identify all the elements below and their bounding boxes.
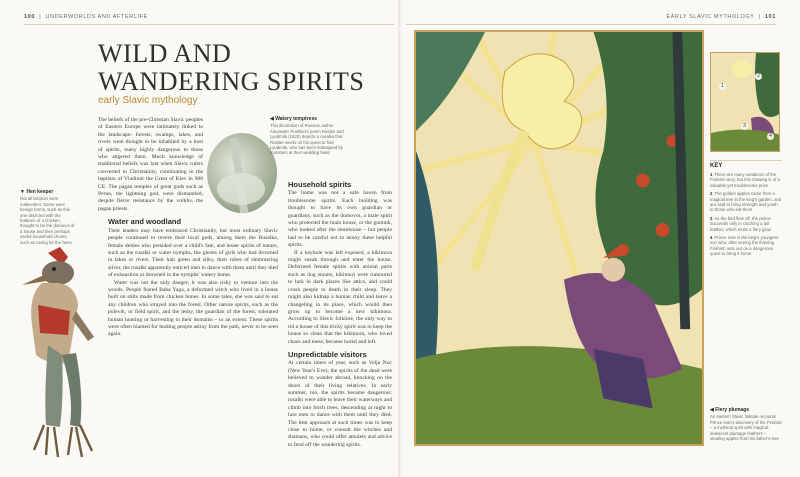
key-item: 1 There are many variations of the Firebird story, but this drawing is of a valuable yet troublesome prize <box>710 172 780 188</box>
caption-title: ◀ Watery temptress <box>270 116 318 122</box>
section-title-right: EARLY SLAVIC MYTHOLOGY <box>666 14 755 20</box>
heading-household-spirits: Household spirits <box>288 180 352 189</box>
page-number-right: 101 <box>765 14 776 20</box>
running-header-right: EARLY SLAVIC MYTHOLOGY | 101 <box>666 14 776 20</box>
pointer-icon: ◀ <box>270 116 276 122</box>
household-paragraph-1: The home was not a safe haven from troublesome spirits. Each building was thought to have its own guardian or guardians, such as the domovoi, a male spirit who protected the main house, or the gumnik, who looked after the storehouse – but people had to be careful not to annoy these helpful spirits. <box>288 190 392 249</box>
thumbnail-key-image <box>710 52 780 152</box>
heading-unpredictable-visitors: Unpredictable visitors <box>288 349 367 359</box>
thumb-marker-2: 2 <box>755 73 762 80</box>
page-title <box>98 40 398 96</box>
title-line-1: WILD AND <box>98 39 232 68</box>
heading-water-woodland: Water and woodland <box>108 217 182 227</box>
key-panel <box>710 160 782 260</box>
section-title-left: UNDERWORLDS AND AFTERLIFE <box>45 14 148 20</box>
pointer-icon: ▼ <box>20 189 27 195</box>
firebird-painting <box>414 30 704 446</box>
caption-watery-temptress <box>270 117 346 156</box>
household-paragraph-2: If a keyhole was left exposed, a kikimora might sneak through and enter the house. Deformed female spirits with animal parts such as dog snouts, kikimori were rumoured to lurk in dark places like attics, and could crush people to death in their sleep. They might also kidnap a human child and leave a changeling in its place, which would then grow up to become a new kikimora. According to Slavic folklore, the only way to rid a house of this tricky spirit was to keep the house so clean that the kikimora, who loved chaos and mess, became bored and left. <box>288 249 392 345</box>
caption-text: An eastern Slavic folktale recounts Prince Ivan's discovery of the Firebird – a mythical spirit with magical, iridescent plumage feathers – stealing apples from his father's tree <box>710 414 782 442</box>
key-item: 2 The golden apples came from a magical tree in the king's garden, and are said to bring strength and youth to those who eat them <box>710 191 782 213</box>
foliage <box>217 173 265 205</box>
thumb-marker-3: 3 <box>741 123 748 130</box>
caption-text: Not all kikimori were malevolent. Some were benign forms, such as this one depicted with the features of a chicken, thought to be the domovoi of a house and then perhaps useful household chores, such as caring for the hens <box>20 196 75 245</box>
kikimora-illustration <box>18 245 106 470</box>
second-column <box>288 176 392 449</box>
key-item: 3 As the bird flew off, the prince succeeds only in catching a tail feather, which emits a fiery glow <box>710 215 771 232</box>
water-paragraph-1: Their leaders may have embraced Christianity, but most ordinary Slavic people continued to revere their local gods, among them the Rusalka, female deities who presided over a child's fate, and lesser spirits of nature, such as the rusalki or water nymphs, the ghosts of girls who had drowned in lakes or rivers. Their hair green and silky, their robes of shimmering silver, the rusalki apparently enticed men to dance with them until they died of exhaustion or drowned in the nymphs' watery home. <box>108 227 278 279</box>
caption-title: ▼ Hen keeper <box>20 189 54 195</box>
page-subtitle: early Slavic mythology <box>98 95 198 106</box>
water-paragraph-2: Water was not the only danger; it was also risky to venture into the woods. People feared Baba Yaga, a deformed witch who lived in a house built on stilts made from chicken bones. In some tales, she was said to eat any children who strayed into the forest. Other nature spirits, such as the polevik, or field spirit, and the leshy, the guardian of the forest, tolerated human hunting or harvesting in their domains – to an extent. These spirits were often blamed for leading people astray from the path, never to be seen again. <box>108 279 278 338</box>
running-header-left: 100 | UNDERWORLDS AND AFTERLIFE <box>24 14 148 20</box>
thumb-marker-1: 1 <box>719 83 726 90</box>
caption-hen-keeper <box>20 190 76 245</box>
gutter <box>398 0 402 477</box>
thumb-marker-4: 4 <box>767 133 774 140</box>
caption-fiery-plumage <box>710 408 782 441</box>
title-line-2: WANDERING SPIRITS <box>98 67 365 96</box>
caption-text: This illustration of Russian author Alexander Pushkin's poem Ruslan and Lyudmila (1820) depicts a rusalka that Ruslan meets on his quest to find Lyudmila, who has been kidnapped by monsters at their wedding feast <box>270 123 344 156</box>
header-rule-left <box>24 24 394 25</box>
key-item: 4 Prince Ivan is the king's youngest son who, after seeing the thieving Firebird, sets out on a dangerous quest to bring it home <box>710 235 779 257</box>
rusalka-illustration <box>207 133 277 213</box>
caption-title: ◀ Fiery plumage <box>710 407 750 413</box>
page-number-left: 100 <box>24 14 35 20</box>
intro-paragraph: The beliefs of the pre-Christian Slavic peoples of Eastern Europe were intimately linked to the landscape: forests, swamps, lakes, and rivers were thought to be inhabited by a host of spirits, many highly dangerous to those who angered them. Much knowledge of traditional beliefs was lost when Slavic rulers converted to Christianity, culminating in the baptism of Vladimir the Great of Kiev in 988 CE. The pagan temples of great gods such as Perun, the lightning god, were dismantled, despite fierce resistance by the volkhv, the pagan priests. <box>98 117 203 212</box>
unpredictable-paragraph: At certain times of year, such as Velja Noc (New Year's Eve), the spirits of the dead were believed to wander abroad, knocking on the doors of their living relatives. In early summer, too, the spirits became dangerous: rusalki were able to leave their waterways and climb into birch trees, descending at night to lure men to dance with them until they died. The best approach at such times was to keep close to home, or consult the witches and shamans, who could offer amulets and advice to fend off the wandering spirits. <box>288 360 392 448</box>
pointer-icon: ◀ <box>710 407 716 413</box>
key-title: KEY <box>710 160 782 169</box>
header-rule-right <box>406 24 776 25</box>
